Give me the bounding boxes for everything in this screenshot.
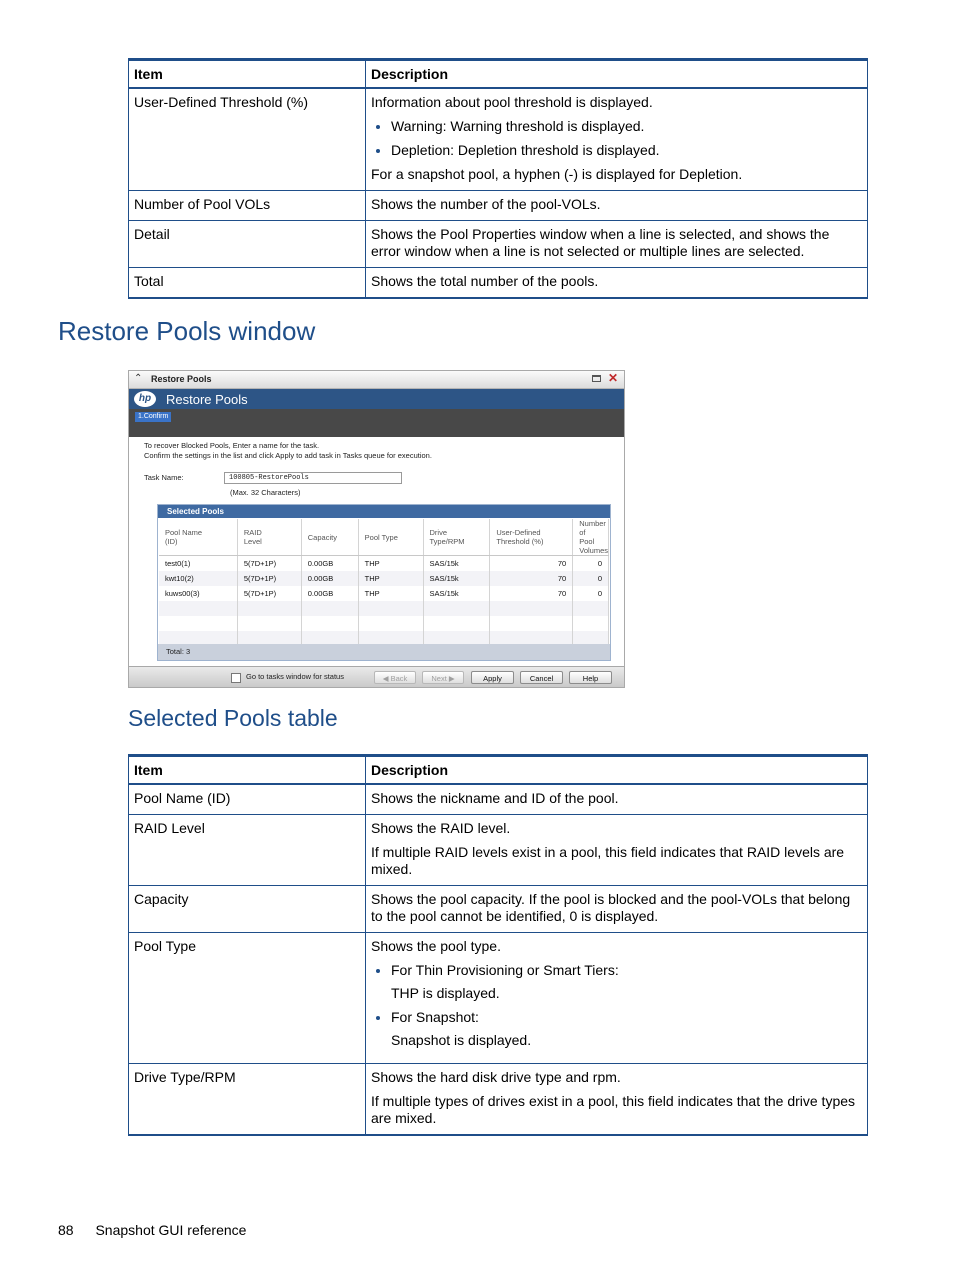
bullet-subtext: Snapshot is displayed. [391, 1032, 532, 1048]
maximize-icon[interactable] [592, 375, 601, 382]
column-header-threshold[interactable]: User-Defined Threshold (%) [490, 519, 573, 556]
page-number: 88 [58, 1222, 74, 1238]
row-description [366, 815, 868, 886]
selected-pools-panel [157, 504, 611, 661]
table-row [129, 191, 868, 221]
description-text: Information about pool threshold is displayed. [371, 94, 653, 110]
row-description: Shows the Pool Properties window when a line is selected, and shows the error window when a line is not selected or multiple lines are selected. [366, 221, 868, 268]
cell-drive-type: SAS/15k [423, 571, 490, 586]
cell-raid-level: 5(7D+1P) [237, 571, 301, 586]
table-row [129, 268, 868, 299]
section-title: Restore Pools window [58, 316, 316, 346]
cell-raid-level: 5(7D+1P) [237, 556, 301, 572]
cell-pool-type: THP [358, 556, 423, 572]
cell-capacity: 0.00GB [301, 586, 358, 601]
banner-title: Restore Pools [166, 392, 248, 407]
table-row [129, 933, 868, 1064]
cell-pool-volumes: 0 [573, 586, 609, 601]
table-row [129, 815, 868, 886]
window-banner [129, 389, 624, 409]
max-characters-hint: (Max. 32 Characters) [230, 488, 301, 497]
selected-pools-grid [159, 519, 609, 646]
column-header-item: Item [129, 60, 366, 89]
row-item: Capacity [129, 886, 366, 933]
bullet-list [371, 962, 862, 1049]
subsection-title: Selected Pools table [128, 705, 338, 731]
bullet-item [391, 1009, 862, 1049]
description-text: Shows the pool type. [371, 938, 501, 954]
row-description [366, 933, 868, 1064]
row-item: RAID Level [129, 815, 366, 886]
wizard-step-bar [129, 409, 624, 437]
bullet-list [371, 118, 862, 159]
footer-section: Snapshot GUI reference [95, 1222, 247, 1238]
cell-pool-name: kuws00(3) [159, 586, 237, 601]
instructions [144, 441, 432, 461]
row-description: Shows the total number of the pools. [366, 268, 868, 299]
next-button[interactable]: Next ▶ [422, 671, 464, 684]
column-header-drive-type[interactable]: Drive Type/RPM [423, 519, 490, 556]
bullet-item: Depletion: Depletion threshold is displayed. [391, 142, 862, 159]
panel-title: Selected Pools [158, 505, 610, 518]
go-to-tasks-label: Go to tasks window for status [246, 672, 344, 681]
column-header-raid-level[interactable]: RAID Level [237, 519, 301, 556]
go-to-tasks-checkbox[interactable] [231, 673, 241, 683]
row-description: Shows the nickname and ID of the pool. [366, 784, 868, 815]
cell-capacity: 0.00GB [301, 571, 358, 586]
pools-total: Total: 3 [158, 644, 610, 660]
cell-threshold: 70 [490, 571, 573, 586]
cell-pool-name: test0(1) [159, 556, 237, 572]
hp-logo: hp [134, 391, 156, 407]
row-description: Shows the pool capacity. If the pool is blocked and the pool-VOLs that belong to the pool cannot be identified, 0 is displayed. [366, 886, 868, 933]
table-row [129, 784, 868, 815]
empty-row [159, 601, 609, 616]
row-item: Detail [129, 221, 366, 268]
window-titlebar [129, 371, 624, 389]
column-header-description: Description [366, 60, 868, 89]
column-header-pool-volumes[interactable]: Number of Pool Volumes [573, 519, 609, 556]
row-item: Pool Name (ID) [129, 784, 366, 815]
column-header-capacity[interactable]: Capacity [301, 519, 358, 556]
table-row [129, 1064, 868, 1136]
cell-pool-volumes: 0 [573, 571, 609, 586]
cell-pool-type: THP [358, 571, 423, 586]
bullet-text: For Thin Provisioning or Smart Tiers: [391, 962, 619, 978]
row-item: Pool Type [129, 933, 366, 1064]
cell-threshold: 70 [490, 556, 573, 572]
description-text: If multiple types of drives exist in a pool, this field indicates that the drive types are mixed. [371, 1093, 856, 1126]
row-item: Total [129, 268, 366, 299]
cell-raid-level: 5(7D+1P) [237, 586, 301, 601]
column-header-description: Description [366, 756, 868, 785]
threshold-table [128, 58, 868, 299]
row-description: Shows the number of the pool-VOLs. [366, 191, 868, 221]
cell-drive-type: SAS/15k [423, 586, 490, 601]
collapse-icon[interactable]: ⌃ [134, 373, 143, 384]
task-name-label: Task Name: [144, 473, 184, 482]
description-text: For a snapshot pool, a hyphen (-) is displayed for Depletion. [371, 166, 743, 182]
row-item: Number of Pool VOLs [129, 191, 366, 221]
bullet-text: For Snapshot: [391, 1009, 479, 1025]
row-item: User-Defined Threshold (%) [129, 88, 366, 191]
empty-row [159, 616, 609, 631]
column-header-pool-name[interactable]: Pool Name (ID) [159, 519, 237, 556]
step-confirm: 1.Confirm [135, 412, 171, 422]
cell-pool-volumes: 0 [573, 556, 609, 572]
cell-pool-name: kwt10(2) [159, 571, 237, 586]
description-text: Shows the RAID level. [371, 820, 511, 836]
bullet-item: Warning: Warning threshold is displayed. [391, 118, 862, 135]
instruction-line: Confirm the settings in the list and click Apply to add task in Tasks queue for execution. [144, 451, 432, 460]
bullet-item [391, 962, 862, 1002]
task-name-input[interactable]: 100805-RestorePools [224, 472, 402, 484]
back-button[interactable]: ◀ Back [374, 671, 416, 684]
table-row[interactable] [159, 571, 609, 586]
row-item: Drive Type/RPM [129, 1064, 366, 1136]
cell-threshold: 70 [490, 586, 573, 601]
page-footer [58, 1222, 246, 1238]
column-header-pool-type[interactable]: Pool Type [358, 519, 423, 556]
cell-pool-type: THP [358, 586, 423, 601]
table-row [129, 886, 868, 933]
row-description [366, 1064, 868, 1136]
selected-pools-table [128, 754, 868, 1136]
restore-pools-window [128, 370, 625, 688]
help-button[interactable]: Help [569, 671, 612, 684]
instruction-line: To recover Blocked Pools, Enter a name for the task. [144, 441, 320, 450]
table-row[interactable] [159, 586, 609, 601]
bullet-subtext: THP is displayed. [391, 985, 500, 1001]
table-row [129, 221, 868, 268]
description-text: If multiple RAID levels exist in a pool, this field indicates that RAID levels are mixed. [371, 844, 845, 877]
cell-drive-type: SAS/15k [423, 556, 490, 572]
cancel-button[interactable]: Cancel [520, 671, 563, 684]
description-text: Shows the hard disk drive type and rpm. [371, 1069, 621, 1085]
window-title: Restore Pools [151, 374, 212, 384]
apply-button[interactable]: Apply [471, 671, 514, 684]
table-row[interactable] [159, 556, 609, 572]
close-icon[interactable]: ✕ [608, 371, 619, 385]
row-description [366, 88, 868, 191]
cell-capacity: 0.00GB [301, 556, 358, 572]
table-row [129, 88, 868, 191]
window-button-bar [129, 666, 624, 688]
column-header-item: Item [129, 756, 366, 785]
